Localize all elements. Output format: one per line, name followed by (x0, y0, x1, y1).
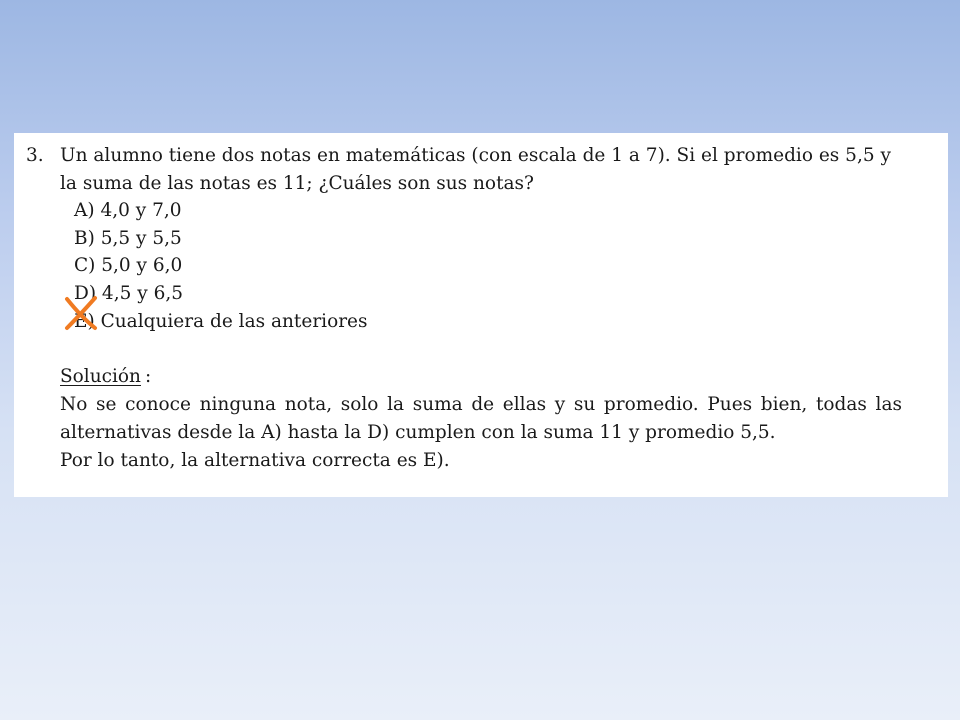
cross-mark-icon (61, 293, 101, 333)
solution-heading-text: Solución (60, 366, 141, 387)
question-text-line-2: la suma de las notas es 11; ¿Cuáles son sus notas? (60, 173, 534, 194)
solution-heading (60, 364, 141, 390)
option-c: C) 5,0 y 6,0 (74, 255, 183, 276)
option-b: B) 5,5 y 5,5 (74, 228, 182, 249)
solution-line-2: alternativas desde la A) hasta la D) cumplen con la suma 11 y promedio 5,5. (60, 422, 776, 443)
option-a: A) 4,0 y 7,0 (74, 200, 182, 221)
content-panel (14, 133, 948, 497)
solution-line-3: Por lo tanto, la alternativa correcta es E). (60, 450, 450, 471)
solution-line-1: No se conoce ninguna nota, solo la suma de ellas y su promedio. Pues bien, todas las (60, 394, 902, 415)
option-e: E) Cualquiera de las anteriores (74, 311, 368, 332)
question-number: 3. (26, 145, 44, 166)
question-text-line-1: Un alumno tiene dos notas en matemáticas (con escala de 1 a 7). Si el promedio es 5,5 y (60, 145, 891, 166)
solution-heading-colon: : (145, 366, 152, 387)
option-d: D) 4,5 y 6,5 (74, 283, 183, 304)
